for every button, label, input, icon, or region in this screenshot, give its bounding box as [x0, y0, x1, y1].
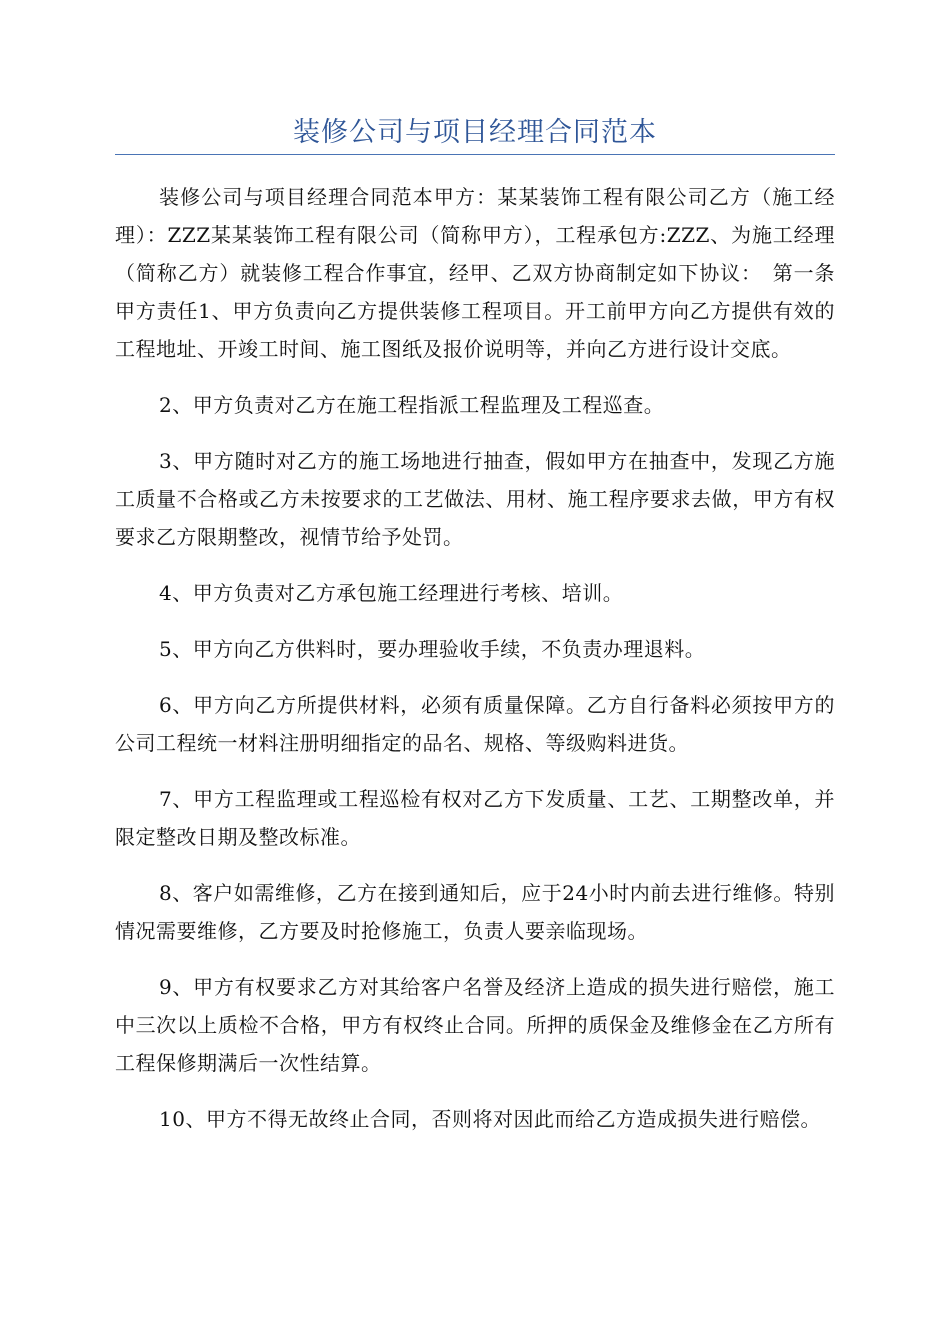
paragraph-clause-5: 5、甲方向乙方供料时，要办理验收手续，不负责办理退料。 — [159, 637, 706, 661]
paragraph-clause-3: 3、甲方随时对乙方的施工场地进行抽查，假如甲方在抽查中，发现乙方施工质量不合格或乙方未按要求的工艺做法、用材、施工程序要求去做，甲方有权要求乙方限期整改，视情节给予处罚。 — [115, 449, 835, 549]
paragraph-clause-9: 9、甲方有权要求乙方对其给客户名誉及经济上造成的损失进行赔偿，施工中三次以上质检不合格，甲方有权终止合同。所押的质保金及维修金在乙方所有工程保修期满后一次性结算。 — [115, 975, 835, 1075]
document-title: 装修公司与项目经理合同范本 — [293, 117, 657, 148]
paragraph-intro: 装修公司与项目经理合同范本甲方：某某装饰工程有限公司乙方（施工经理）：ZZZ某某装饰工程有限公司（简称甲方），工程承包方:ZZZ、为施工经理（简称乙方）就装修工程合作事宜，经甲、乙双方协商制定如下协议： 第一条甲方责任1、甲方负责向乙方提供装修工程项目。开工前甲方向乙方提供有效的工程地址、开竣工时间、施工图纸及报价说明等，并向乙方进行设计交底。 — [115, 185, 835, 361]
paragraph-clause-8: 8、客户如需维修，乙方在接到通知后，应于24小时内前去进行维修。特别情况需要维修，乙方要及时抢修施工，负责人要亲临现场。 — [115, 881, 835, 943]
paragraph-clause-2: 2、甲方负责对乙方在施工程指派工程监理及工程巡查。 — [159, 393, 665, 417]
paragraph-clause-10: 10、甲方不得无故终止合同，否则将对因此而给乙方造成损失进行赔偿。 — [159, 1107, 821, 1131]
title-underline — [115, 154, 835, 155]
document-body — [115, 178, 835, 1156]
paragraph-clause-6: 6、甲方向乙方所提供材料，必须有质量保障。乙方自行备料必须按甲方的公司工程统一材料注册明细指定的品名、规格、等级购料进货。 — [115, 693, 835, 755]
paragraph-clause-4: 4、甲方负责对乙方承包施工经理进行考核、培训。 — [159, 581, 624, 605]
paragraph-clause-7: 7、甲方工程监理或工程巡检有权对乙方下发质量、工艺、工期整改单，并限定整改日期及整改标准。 — [115, 787, 835, 849]
